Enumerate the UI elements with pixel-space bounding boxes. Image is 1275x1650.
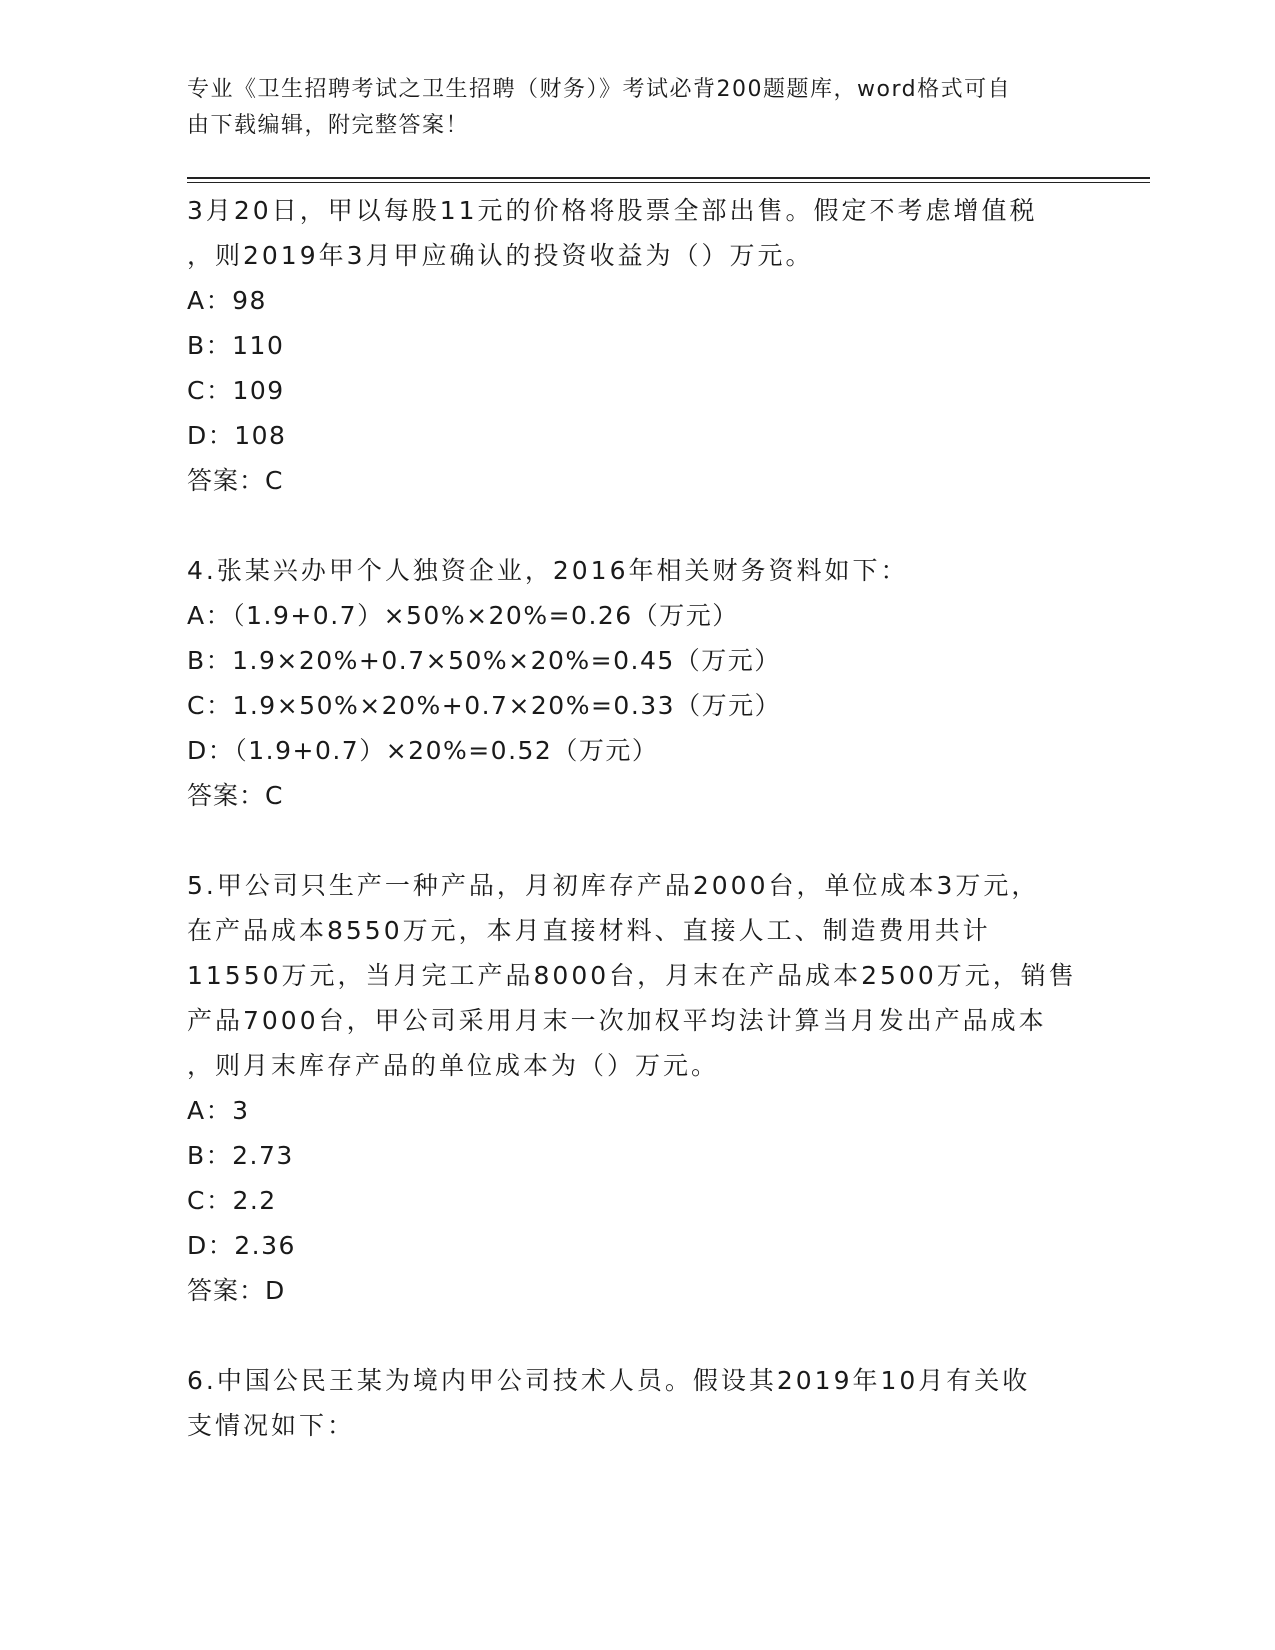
option-a: A：98	[187, 286, 267, 315]
option-d: D：2.36	[187, 1231, 296, 1260]
question-text-line: ，则2019年3月甲应确认的投资收益为（）万元。	[187, 241, 814, 270]
question-text-line: 3月20日，甲以每股11元的价格将股票全部出售。假定不考虑增值税	[187, 196, 1038, 225]
question-text-line: ，则月末库存产品的单位成本为（）万元。	[187, 1051, 720, 1080]
option-d: D：108	[187, 421, 287, 450]
header-divider-thick	[187, 177, 1150, 179]
option-a: A：3	[187, 1096, 250, 1125]
option-d: D：（1.9+0.7）×20%=0.52（万元）	[187, 736, 659, 765]
option-b: B：110	[187, 331, 285, 360]
option-a: A：（1.9+0.7）×50%×20%=0.26（万元）	[187, 601, 739, 630]
question-3	[187, 188, 1087, 503]
question-text-line: 5.甲公司只生产一种产品，月初库存产品2000台，单位成本3万元，	[187, 871, 1040, 900]
answer: 答案：C	[187, 466, 284, 495]
option-b: B：2.73	[187, 1141, 294, 1170]
question-text-line: 产品7000台，甲公司采用月末一次加权平均法计算当月发出产品成本	[187, 1006, 1047, 1035]
header-line-2: 由下载编辑，附完整答案！	[187, 113, 470, 138]
question-list	[187, 188, 1087, 1448]
question-5	[187, 863, 1087, 1313]
question-text-line: 11550万元，当月完工产品8000台，月末在产品成本2500万元，销售	[187, 961, 1077, 990]
question-4	[187, 548, 1087, 818]
spacer	[187, 503, 1087, 548]
question-text-line: 支情况如下：	[187, 1411, 356, 1440]
question-6	[187, 1358, 1087, 1448]
answer: 答案：D	[187, 1276, 286, 1305]
option-c: C：2.2	[187, 1186, 277, 1215]
spacer	[187, 818, 1087, 863]
question-text-line: 4.张某兴办甲个人独资企业，2016年相关财务资料如下：	[187, 556, 909, 585]
spacer	[187, 1313, 1087, 1358]
document-header	[187, 72, 1067, 144]
option-c: C：1.9×50%×20%+0.7×20%=0.33（万元）	[187, 691, 782, 720]
answer: 答案：C	[187, 781, 284, 810]
header-divider-thin	[187, 182, 1150, 183]
option-c: C：109	[187, 376, 285, 405]
question-text-line: 在产品成本8550万元，本月直接材料、直接人工、制造费用共计	[187, 916, 991, 945]
option-b: B：1.9×20%+0.7×50%×20%=0.45（万元）	[187, 646, 781, 675]
question-text-line: 6.中国公民王某为境内甲公司技术人员。假设其2019年10月有关收	[187, 1366, 1031, 1395]
header-line-1: 专业《卫生招聘考试之卫生招聘（财务）》考试必背200题题库，word格式可自	[187, 77, 1012, 102]
